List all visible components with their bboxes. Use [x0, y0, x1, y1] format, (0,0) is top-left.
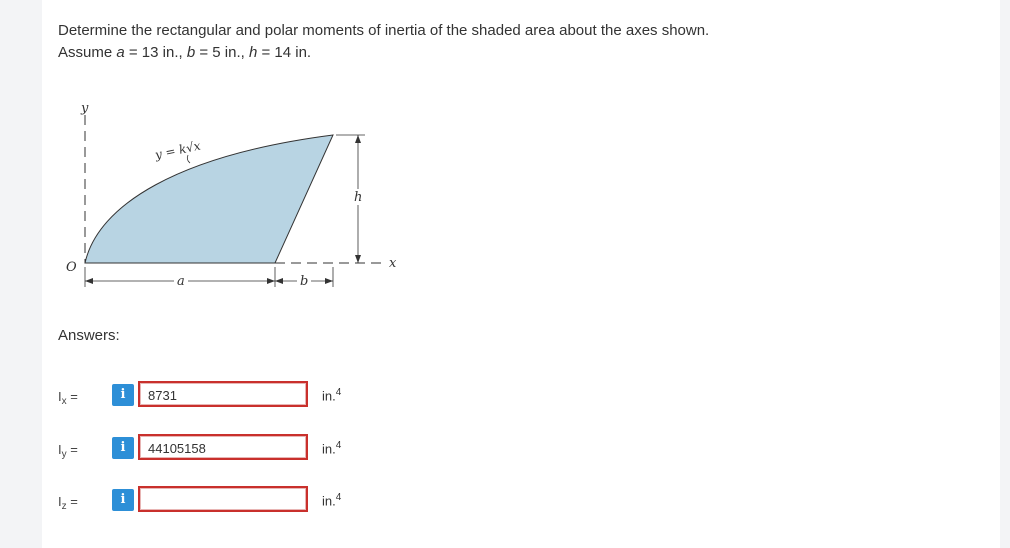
h-arrow-top	[355, 135, 361, 143]
dim-a-label: a	[177, 274, 185, 289]
ix-input[interactable]	[146, 384, 310, 406]
shaded-area	[85, 135, 333, 263]
iy-label: $I_y$ =	[58, 442, 78, 460]
iy-input-box	[138, 434, 308, 460]
iz-label: $I_z$ =	[58, 494, 78, 512]
question-text	[58, 20, 709, 64]
iy-input[interactable]	[146, 437, 310, 459]
ix-input-box	[138, 381, 308, 407]
a-arrow-right	[267, 278, 275, 284]
curve-leader	[187, 155, 190, 163]
ix-label: $I_x$ =	[58, 389, 78, 407]
curve-label: y = k√x	[153, 138, 202, 162]
ix-unit: in.$^4$	[322, 387, 342, 404]
iy-unit: in.$^4$	[322, 440, 342, 457]
question-line-2: Assume a = 13 in., b = 5 in., h = 14 in.	[58, 44, 312, 61]
answers-heading: Answers:	[58, 327, 120, 344]
iz-input[interactable]	[146, 489, 310, 511]
dim-h-label: h	[354, 190, 363, 205]
origin-label: O	[66, 260, 77, 275]
b-arrow-right	[325, 278, 333, 284]
question-line-1: Determine the rectangular and polar moments of inertia of the shaded area about the axes shown.	[58, 22, 710, 39]
iz-unit: in.$^4$	[322, 492, 342, 509]
y-axis-label: y	[81, 101, 89, 116]
iz-input-box	[138, 486, 308, 512]
problem-figure	[58, 95, 418, 300]
info-icon[interactable]: i	[112, 384, 134, 406]
x-axis-label: x	[389, 256, 397, 271]
a-arrow-left	[85, 278, 93, 284]
info-icon[interactable]: i	[112, 437, 134, 459]
h-arrow-bottom	[355, 255, 361, 263]
dim-b-label: b	[300, 274, 309, 289]
b-arrow-left	[275, 278, 283, 284]
info-icon[interactable]: i	[112, 489, 134, 511]
